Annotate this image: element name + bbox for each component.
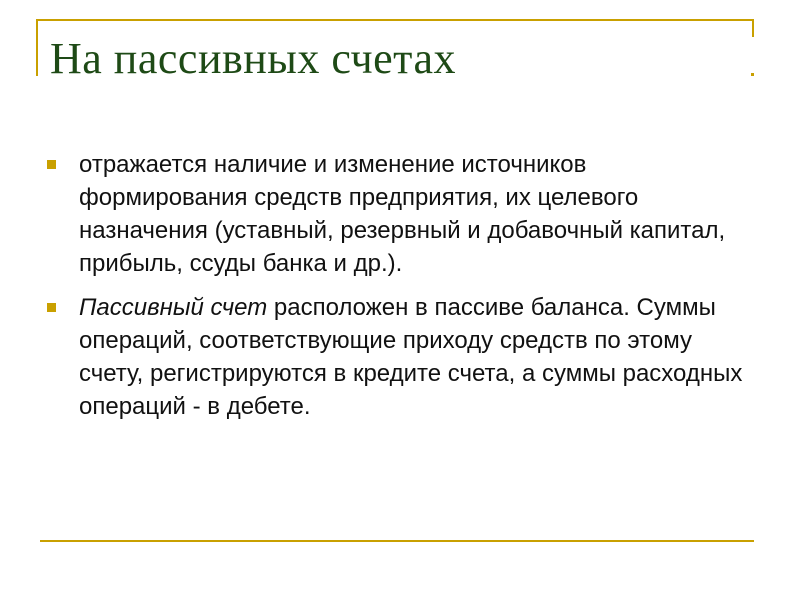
top-divider-line [36, 19, 754, 21]
left-divider-line [36, 19, 38, 76]
right-divider-line [752, 19, 754, 37]
bullet-italic-term: Пассивный счет [79, 294, 268, 321]
slide-title: На пассивных счетах [50, 34, 456, 83]
corner-dot [751, 73, 754, 76]
bullet-list [44, 148, 756, 434]
bullet-item [44, 148, 756, 280]
square-bullet-icon [47, 303, 56, 312]
bottom-divider-line [40, 540, 754, 542]
bullet-item [44, 291, 756, 423]
bullet-text: расположен в пассиве баланса. Суммы операций, соответствующие приходу средств по этому счету, регистрируются в кредите счета, а суммы расходных операций - в дебете. [79, 294, 743, 420]
bullet-text: отражается наличие и изменение источников формирования средств предприятия, их целевого назначения (уставный, резервный и добавочный капитал, прибыль, ссуды банка и др.). [79, 151, 726, 277]
square-bullet-icon [47, 160, 56, 169]
